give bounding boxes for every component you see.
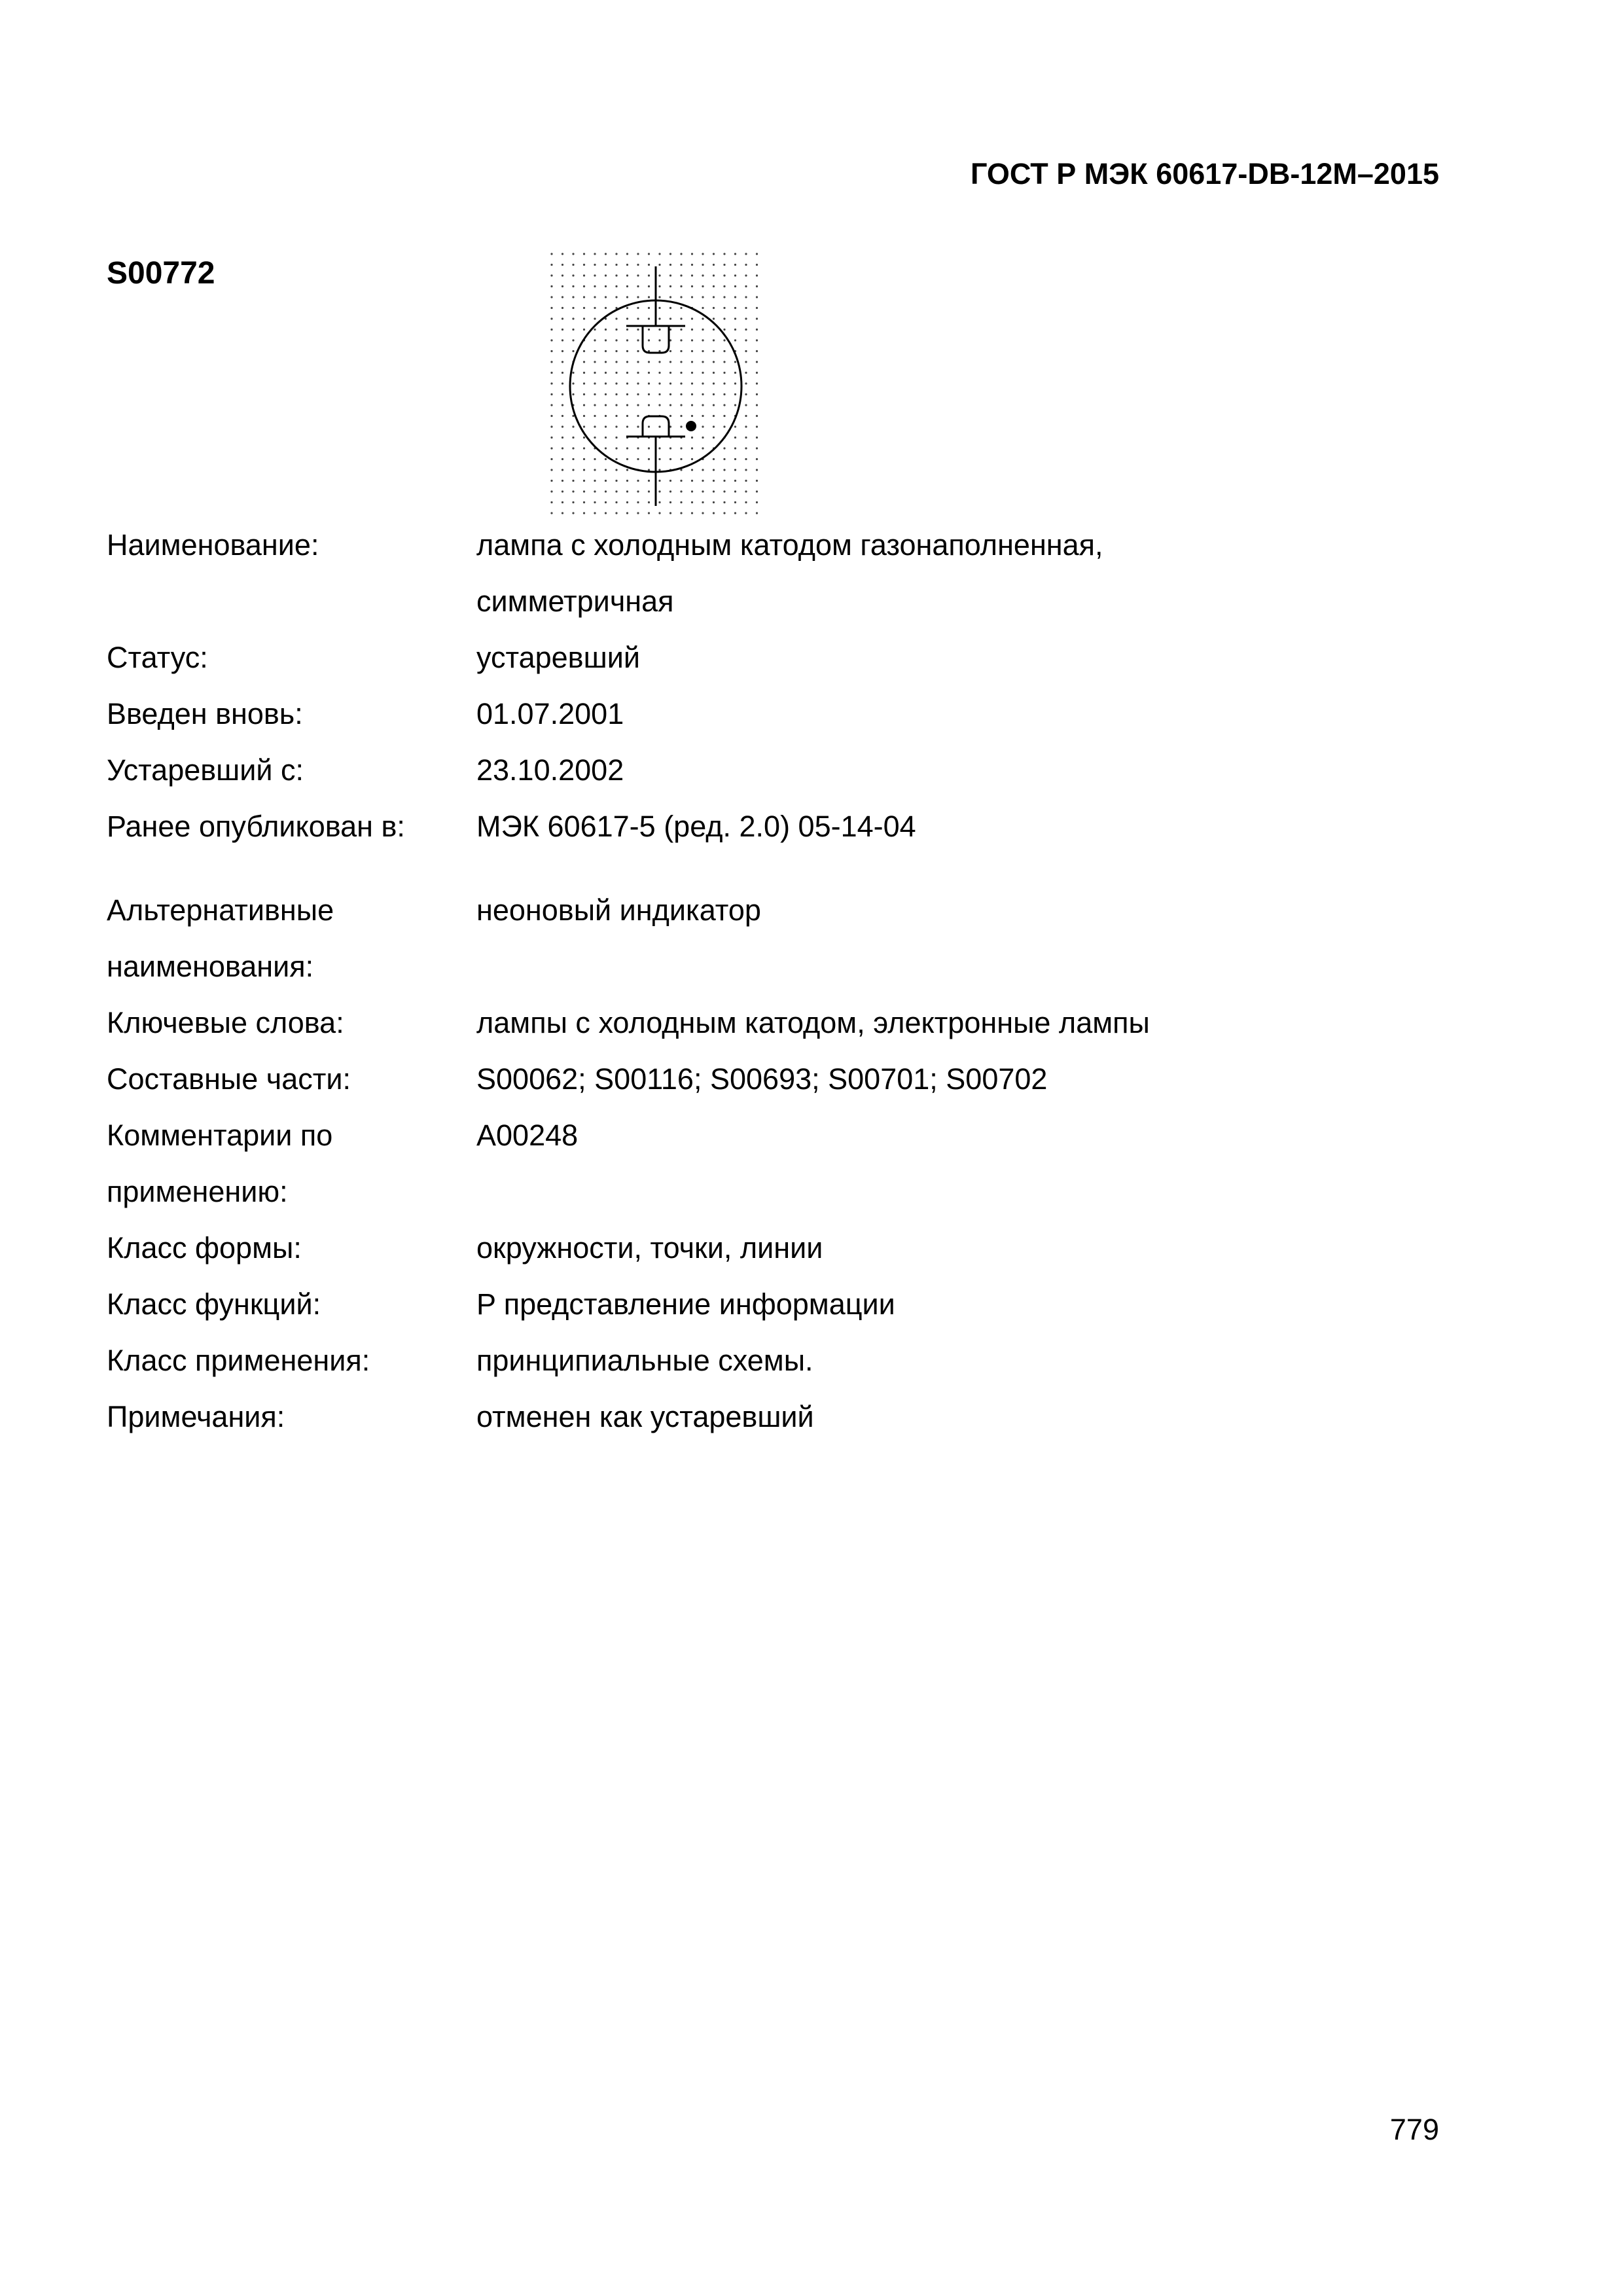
document-standard-header: ГОСТ Р МЭК 60617-DB-12M–2015 (970, 157, 1439, 190)
property-value: окружности, точки, линии (476, 1231, 823, 1265)
property-row-previously-published (107, 798, 1236, 855)
property-label: Комментарии по применению: (107, 1119, 333, 1208)
property-row-introduced (107, 686, 1236, 742)
property-value: лампы с холодным катодом, электронные лампы (476, 1006, 1150, 1039)
property-label: Статус: (107, 641, 208, 674)
property-row-function-class (107, 1276, 1236, 1333)
property-label: Ключевые слова: (107, 1006, 344, 1039)
property-label: Класс функций: (107, 1287, 321, 1321)
symbol-properties (107, 517, 1236, 1445)
property-row-application-notes (107, 1107, 1236, 1220)
property-row-obsolete-since (107, 742, 1236, 798)
property-label: Класс применения: (107, 1344, 370, 1377)
property-row-shape-class (107, 1220, 1236, 1276)
property-label: Примечания: (107, 1400, 285, 1433)
property-value: лампа с холодным катодом газонаполненная, симметричная (476, 528, 1103, 618)
property-row-remarks (107, 1389, 1236, 1445)
property-row-application-class (107, 1333, 1236, 1389)
property-row-keywords (107, 995, 1236, 1051)
property-label: Альтернативные наименования: (107, 893, 334, 983)
symbol-code: S00772 (107, 256, 215, 291)
property-value: принципиальные схемы. (476, 1344, 813, 1377)
property-row-status (107, 630, 1236, 686)
property-value: 23.10.2002 (476, 753, 624, 787)
property-value: отменен как устаревший (476, 1400, 814, 1433)
page-number: 779 (1389, 2113, 1439, 2146)
property-label: Класс формы: (107, 1231, 302, 1265)
property-value: P представление информации (476, 1287, 895, 1321)
property-value: устаревший (476, 641, 640, 674)
property-value: S00062; S00116; S00693; S00701; S00702 (476, 1062, 1048, 1096)
property-label: Наименование: (107, 528, 319, 562)
property-value: 01.07.2001 (476, 697, 624, 730)
property-label: Составные части: (107, 1062, 351, 1096)
property-value: A00248 (476, 1119, 579, 1152)
cold-cathode-lamp-symbol (550, 252, 766, 520)
property-label: Введен вновь: (107, 697, 303, 730)
property-value: МЭК 60617-5 (ред. 2.0) 05-14-04 (476, 810, 916, 843)
symbol-grid (550, 252, 766, 520)
gas-filled-dot (686, 421, 696, 431)
property-value: неоновый индикатор (476, 893, 761, 927)
property-label: Устаревший с: (107, 753, 304, 787)
property-row-name (107, 517, 1236, 630)
property-label: Ранее опубликован в: (107, 810, 405, 843)
property-row-components (107, 1051, 1236, 1107)
property-row-alternative-names (107, 882, 1236, 995)
